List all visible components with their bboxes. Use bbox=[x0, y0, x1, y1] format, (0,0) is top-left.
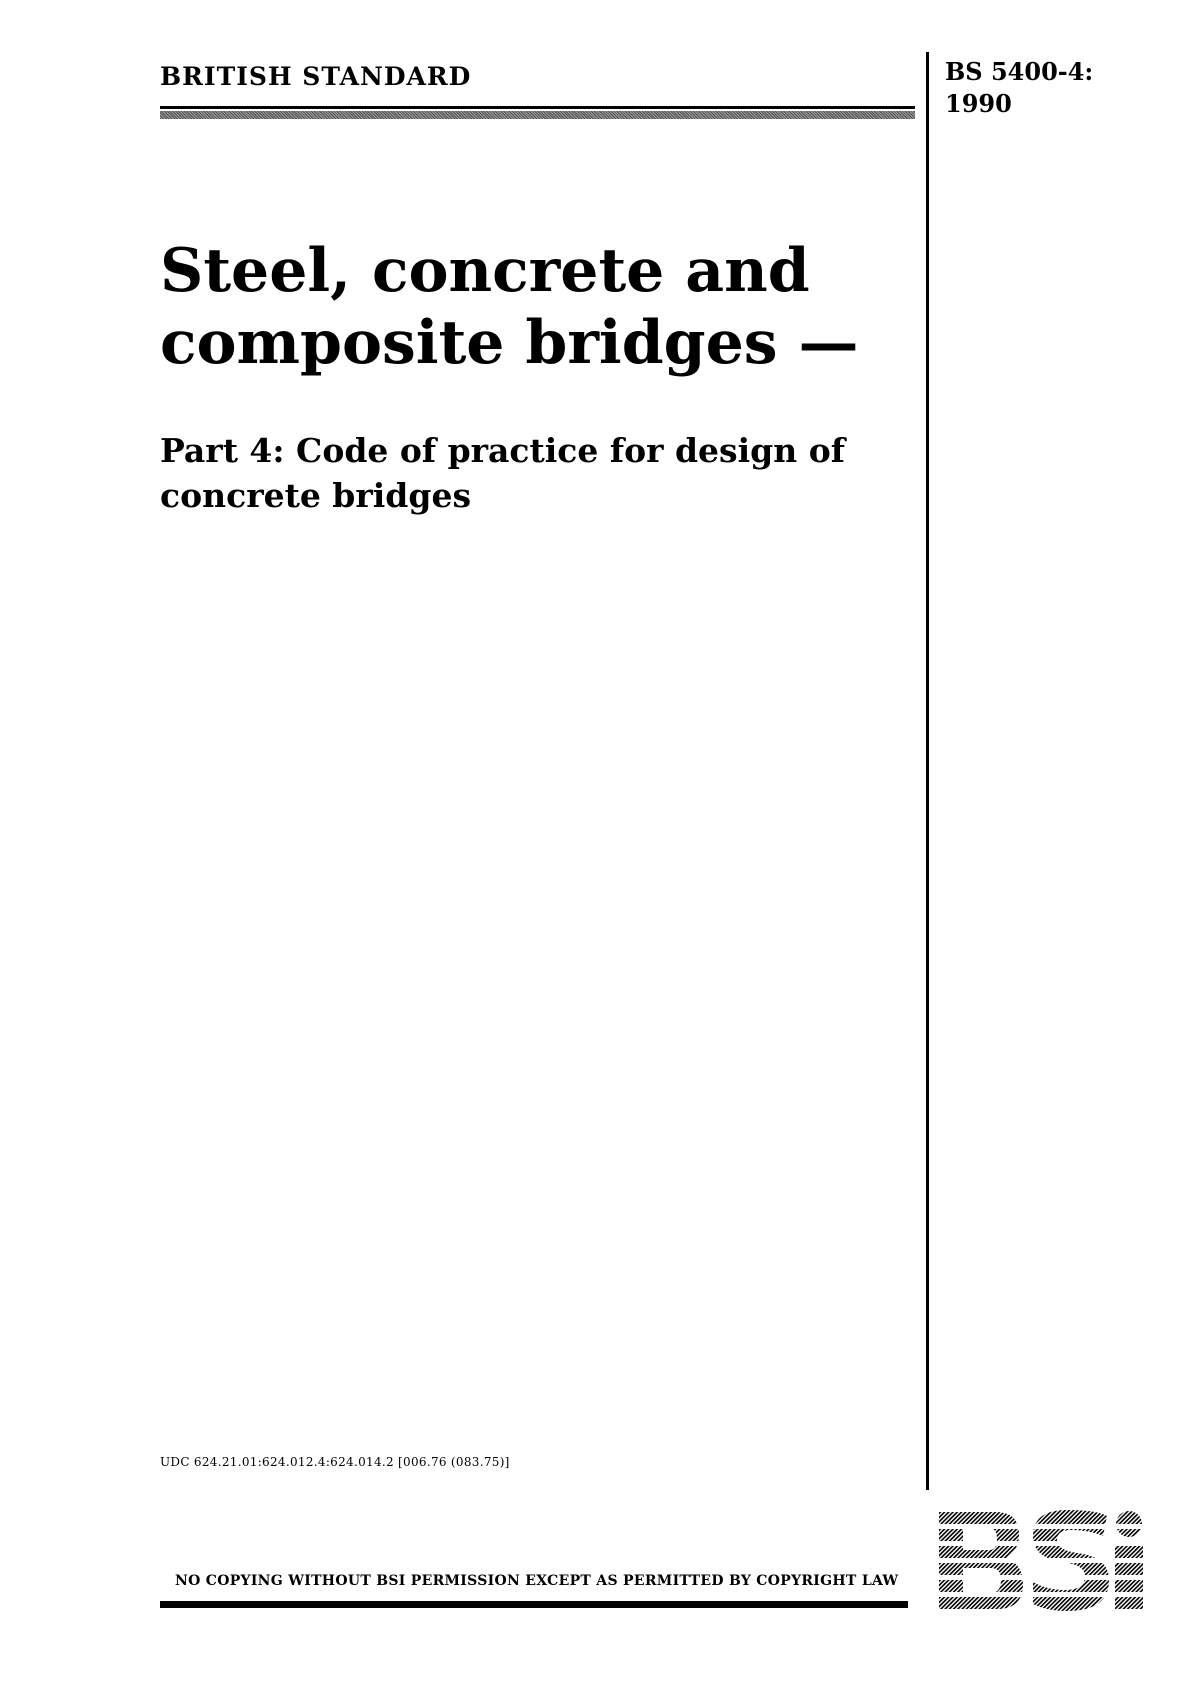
vertical-rule bbox=[926, 52, 929, 1490]
standard-number-line1: BS 5400-4: bbox=[945, 57, 1094, 86]
bottom-rule bbox=[160, 1601, 908, 1608]
subtitle-line2: concrete bridges bbox=[160, 476, 472, 515]
standard-number-line2: 1990 bbox=[945, 89, 1012, 118]
subtitle-line1: Part 4: Code of practice for design of bbox=[160, 431, 845, 470]
bsi-logo-icon bbox=[937, 1510, 1147, 1611]
header-rule-thin bbox=[160, 106, 915, 109]
header-label: BRITISH STANDARD bbox=[160, 62, 472, 91]
standard-number bbox=[945, 56, 1093, 120]
title-line2: composite bridges — bbox=[160, 308, 859, 378]
title-line1: Steel, concrete and bbox=[160, 236, 810, 306]
bsi-logo bbox=[937, 1510, 1147, 1611]
udc-classification: UDC 624.21.01:624.012.4:624.014.2 [006.76 (083.75)] bbox=[160, 1455, 510, 1469]
header-rule-thick bbox=[160, 111, 915, 119]
copyright-notice: NO COPYING WITHOUT BSI PERMISSION EXCEPT AS PERMITTED BY COPYRIGHT LAW bbox=[175, 1573, 899, 1589]
document-subtitle bbox=[160, 428, 900, 518]
document-title bbox=[160, 235, 900, 379]
